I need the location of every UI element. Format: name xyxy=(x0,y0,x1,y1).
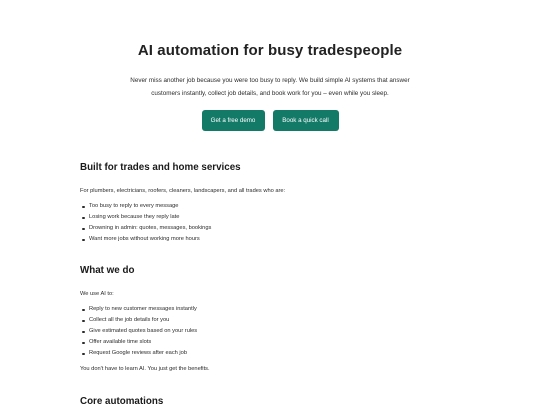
list-item: Drowning in admin: quotes, messages, bookings xyxy=(80,223,480,234)
book-quick-call-button[interactable]: Book a quick call xyxy=(273,110,339,131)
hero-subtitle-line-2: customers instantly, collect job details, and book work for you – even while you sleep. xyxy=(151,90,389,97)
list-item: Collect all the job details for you xyxy=(80,315,480,326)
hero xyxy=(0,0,540,131)
hero-subtitle-line-1: Never miss another job because you were too busy to reply. We build simple AI systems that answer xyxy=(130,77,410,84)
built-for-heading: Built for trades and home services xyxy=(80,162,241,173)
cta-row xyxy=(0,110,540,131)
hero-subtitle xyxy=(85,74,455,100)
built-for-list xyxy=(80,201,480,245)
list-item: Give estimated quotes based on your rules xyxy=(80,326,480,337)
core-automations-heading: Core automations xyxy=(80,396,164,407)
list-item: Offer available time slots xyxy=(80,337,480,348)
what-we-do-list xyxy=(80,304,480,359)
built-for-section xyxy=(80,162,480,245)
what-we-do-intro: We use AI to: xyxy=(80,291,114,297)
built-for-intro: For plumbers, electricians, roofers, cleaners, landscapers, and all trades who are: xyxy=(80,188,286,194)
list-item: Losing work because they reply late xyxy=(80,212,480,223)
list-item: Request Google reviews after each job xyxy=(80,348,480,359)
what-we-do-section xyxy=(80,265,480,372)
list-item: Want more jobs without working more hours xyxy=(80,234,480,245)
page-title: AI automation for busy tradespeople xyxy=(137,42,403,59)
list-item: Reply to new customer messages instantly xyxy=(80,304,480,315)
list-item: Too busy to reply to every message xyxy=(80,201,480,212)
get-free-demo-button[interactable]: Get a free demo xyxy=(202,110,265,131)
what-we-do-outro: You don't have to learn AI. You just get the benefits. xyxy=(80,366,210,372)
core-automations-section xyxy=(80,396,480,407)
what-we-do-heading: What we do xyxy=(80,265,135,276)
